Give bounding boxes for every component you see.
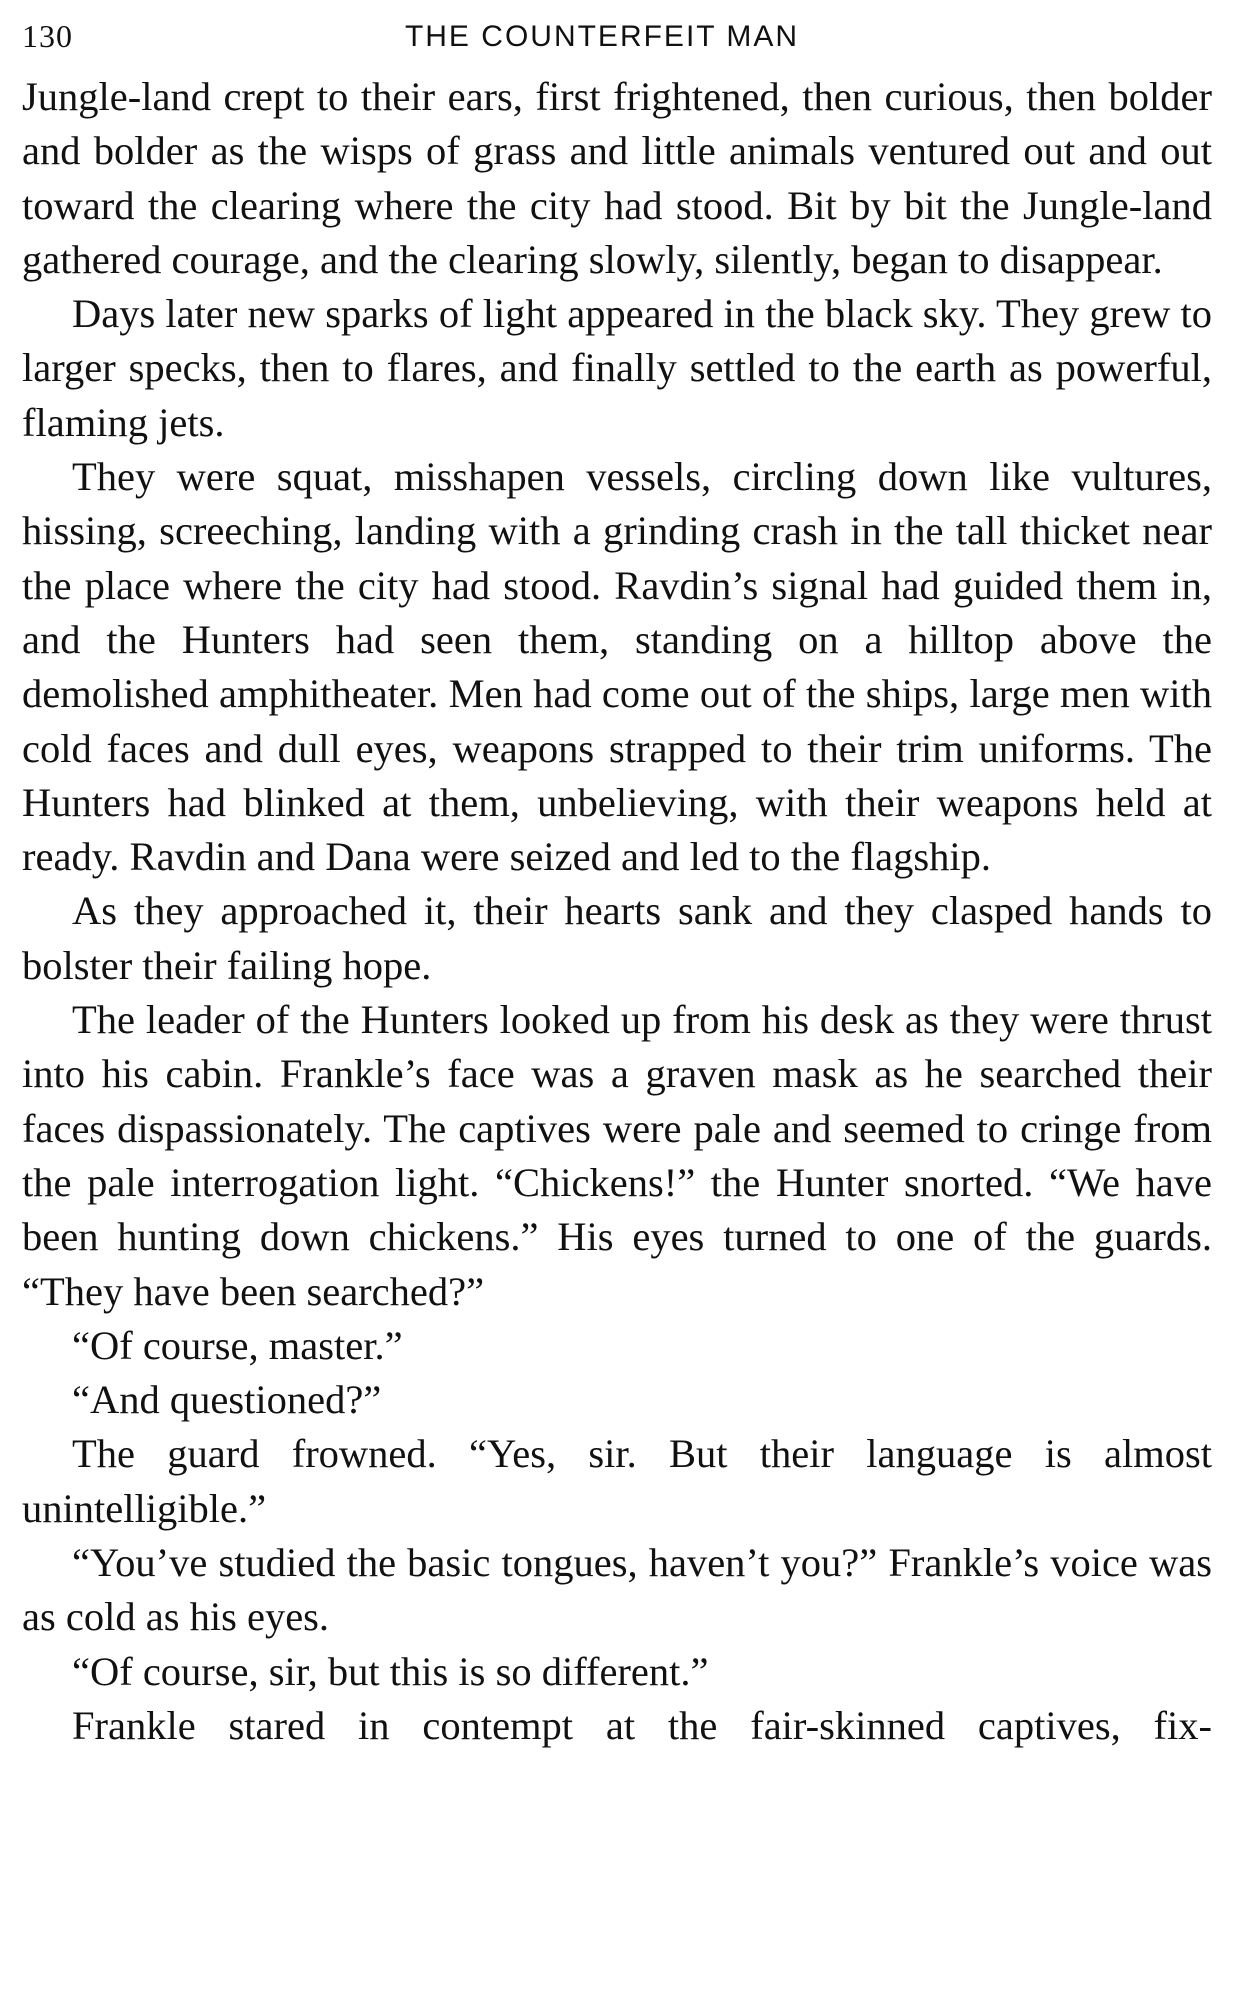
- paragraph-4: As they approached it, their hearts sank and they clasped hands to bolster their failing hope.: [22, 888, 1212, 988]
- page-number: 130: [22, 18, 73, 54]
- body-text: [22, 70, 1212, 1753]
- running-head: [22, 14, 1212, 60]
- paragraph-5: The leader of the Hunters looked up from his desk as they were thrust into his cabin. Frankle’s face was a graven mask as he searched their faces dispassionately. The captives were pale and seemed to cringe from the pale interrogation light. “Chickens!” the Hunter snorted. “We have been hunting down chickens.” His eyes turned to one of the guards. “They have been searched?”: [22, 997, 1212, 1314]
- paragraph-9: “You’ve studied the basic tongues, haven’t you?” Frankle’s voice was as cold as his eyes.: [22, 1540, 1212, 1640]
- paragraph-2: Days later new sparks of light appeared in the black sky. They grew to larger specks, then to flares, and finally settled to the earth as powerful, flaming jets.: [22, 291, 1212, 445]
- paragraph-8: The guard frowned. “Yes, sir. But their language is almost unintelligible.”: [22, 1431, 1212, 1531]
- paragraph-7: “And questioned?”: [72, 1377, 382, 1423]
- paragraph-11: Frankle stared in contempt at the fair-skinned captives, fix-: [72, 1702, 1212, 1748]
- paragraph-1: Jungle-land crept to their ears, first frightened, then curious, then bolder and bolder as the wisps of grass and little animals ventured out and out toward the clearing where the city had stood. Bit by bit the Jungle-land gathered courage, and the clearing slowly, silently, began to disappear.: [22, 74, 1212, 282]
- book-page: [22, 14, 1212, 1753]
- paragraph-3: They were squat, misshapen vessels, circling down like vultures, hissing, screeching, landing with a grinding crash in the tall thicket near the place where the city had stood. Ravdin’s signal had guided them in, and the Hunters had seen them, standing on a hilltop above the demolished amphitheater. Men had come out of the ships, large men with cold faces and dull eyes, weapons strapped to their trim uniforms. The Hunters had blinked at them, unbelieving, with their weapons held at ready. Ravdin and Dana were seized and led to the flagship.: [22, 454, 1212, 880]
- paragraph-6: “Of course, master.”: [72, 1322, 403, 1368]
- book-title: THE COUNTERFEIT MAN: [404, 20, 800, 53]
- paragraph-10: “Of course, sir, but this is so different.”: [72, 1648, 709, 1694]
